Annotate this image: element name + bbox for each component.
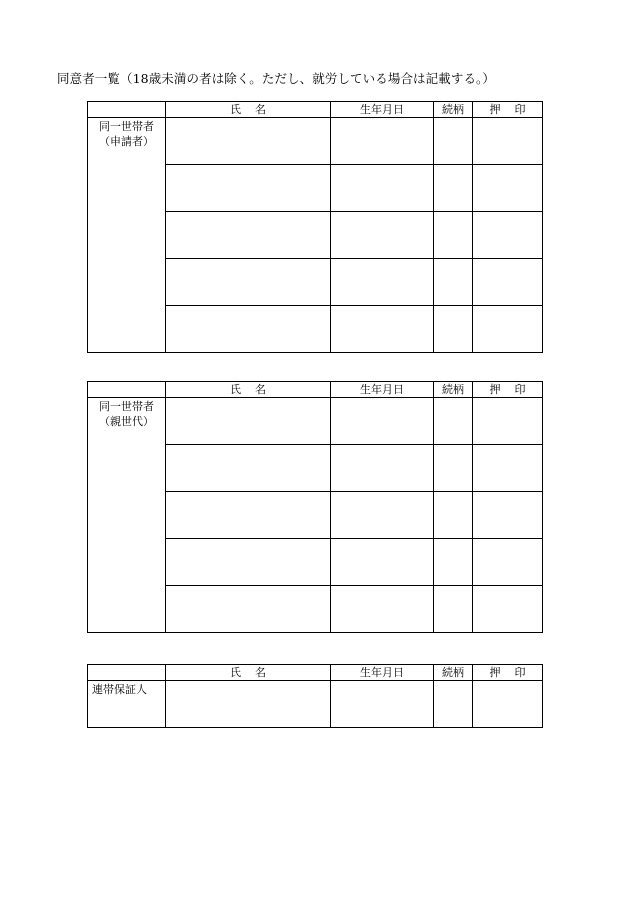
category-sublabel: （申請者） [99, 135, 154, 148]
seal-field[interactable] [473, 118, 543, 165]
category-sublabel: （親世代） [99, 415, 154, 428]
header-row [88, 382, 543, 398]
table-row [88, 118, 543, 165]
header-relation: 続柄 [434, 382, 473, 398]
seal-field[interactable] [473, 681, 543, 728]
birthdate-field[interactable] [331, 165, 434, 212]
name-field[interactable] [166, 398, 331, 445]
name-field[interactable] [166, 445, 331, 492]
header-row [88, 665, 543, 681]
seal-field[interactable] [473, 165, 543, 212]
birthdate-field[interactable] [331, 306, 434, 353]
birthdate-field[interactable] [331, 539, 434, 586]
table-row [88, 398, 543, 445]
seal-field[interactable] [473, 445, 543, 492]
category-cell [88, 398, 166, 633]
header-seal: 押印 [473, 102, 543, 118]
header-blank [88, 665, 166, 681]
seal-field[interactable] [473, 539, 543, 586]
relation-field[interactable] [434, 118, 473, 165]
header-name: 氏名 [166, 102, 331, 118]
header-birthdate: 生年月日 [331, 382, 434, 398]
header-name: 氏名 [166, 665, 331, 681]
category-label: 連帯保証人 [92, 683, 147, 696]
consenter-table-applicant [87, 101, 543, 353]
header-row [88, 102, 543, 118]
birthdate-field[interactable] [331, 259, 434, 306]
name-field[interactable] [166, 539, 331, 586]
seal-field[interactable] [473, 212, 543, 259]
name-field[interactable] [166, 259, 331, 306]
header-seal: 押印 [473, 382, 543, 398]
relation-field[interactable] [434, 398, 473, 445]
relation-field[interactable] [434, 306, 473, 353]
header-blank [88, 382, 166, 398]
header-name: 氏名 [166, 382, 331, 398]
relation-field[interactable] [434, 681, 473, 728]
birthdate-field[interactable] [331, 681, 434, 728]
header-birthdate: 生年月日 [331, 102, 434, 118]
guarantor-table [87, 664, 543, 728]
category-cell [88, 681, 166, 728]
seal-field[interactable] [473, 586, 543, 633]
relation-field[interactable] [434, 165, 473, 212]
seal-field[interactable] [473, 306, 543, 353]
relation-field[interactable] [434, 445, 473, 492]
header-relation: 続柄 [434, 665, 473, 681]
header-relation: 続柄 [434, 102, 473, 118]
name-field[interactable] [166, 165, 331, 212]
header-blank [88, 102, 166, 118]
header-seal: 押印 [473, 665, 543, 681]
birthdate-field[interactable] [331, 586, 434, 633]
relation-field[interactable] [434, 212, 473, 259]
header-birthdate: 生年月日 [331, 665, 434, 681]
category-label: 同一世帯者 [99, 400, 154, 413]
relation-field[interactable] [434, 492, 473, 539]
category-label: 同一世帯者 [99, 120, 154, 133]
relation-field[interactable] [434, 586, 473, 633]
birthdate-field[interactable] [331, 492, 434, 539]
seal-field[interactable] [473, 492, 543, 539]
name-field[interactable] [166, 118, 331, 165]
name-field[interactable] [166, 681, 331, 728]
page-title: 同意者一覧（18歳未満の者は除く。ただし、就労している場合は記載する。） [57, 71, 496, 86]
seal-field[interactable] [473, 259, 543, 306]
name-field[interactable] [166, 306, 331, 353]
birthdate-field[interactable] [331, 445, 434, 492]
category-cell [88, 118, 166, 353]
relation-field[interactable] [434, 539, 473, 586]
table-row [88, 681, 543, 728]
birthdate-field[interactable] [331, 118, 434, 165]
name-field[interactable] [166, 586, 331, 633]
consenter-table-parent-generation [87, 381, 543, 633]
birthdate-field[interactable] [331, 398, 434, 445]
seal-field[interactable] [473, 398, 543, 445]
relation-field[interactable] [434, 259, 473, 306]
name-field[interactable] [166, 492, 331, 539]
name-field[interactable] [166, 212, 331, 259]
birthdate-field[interactable] [331, 212, 434, 259]
